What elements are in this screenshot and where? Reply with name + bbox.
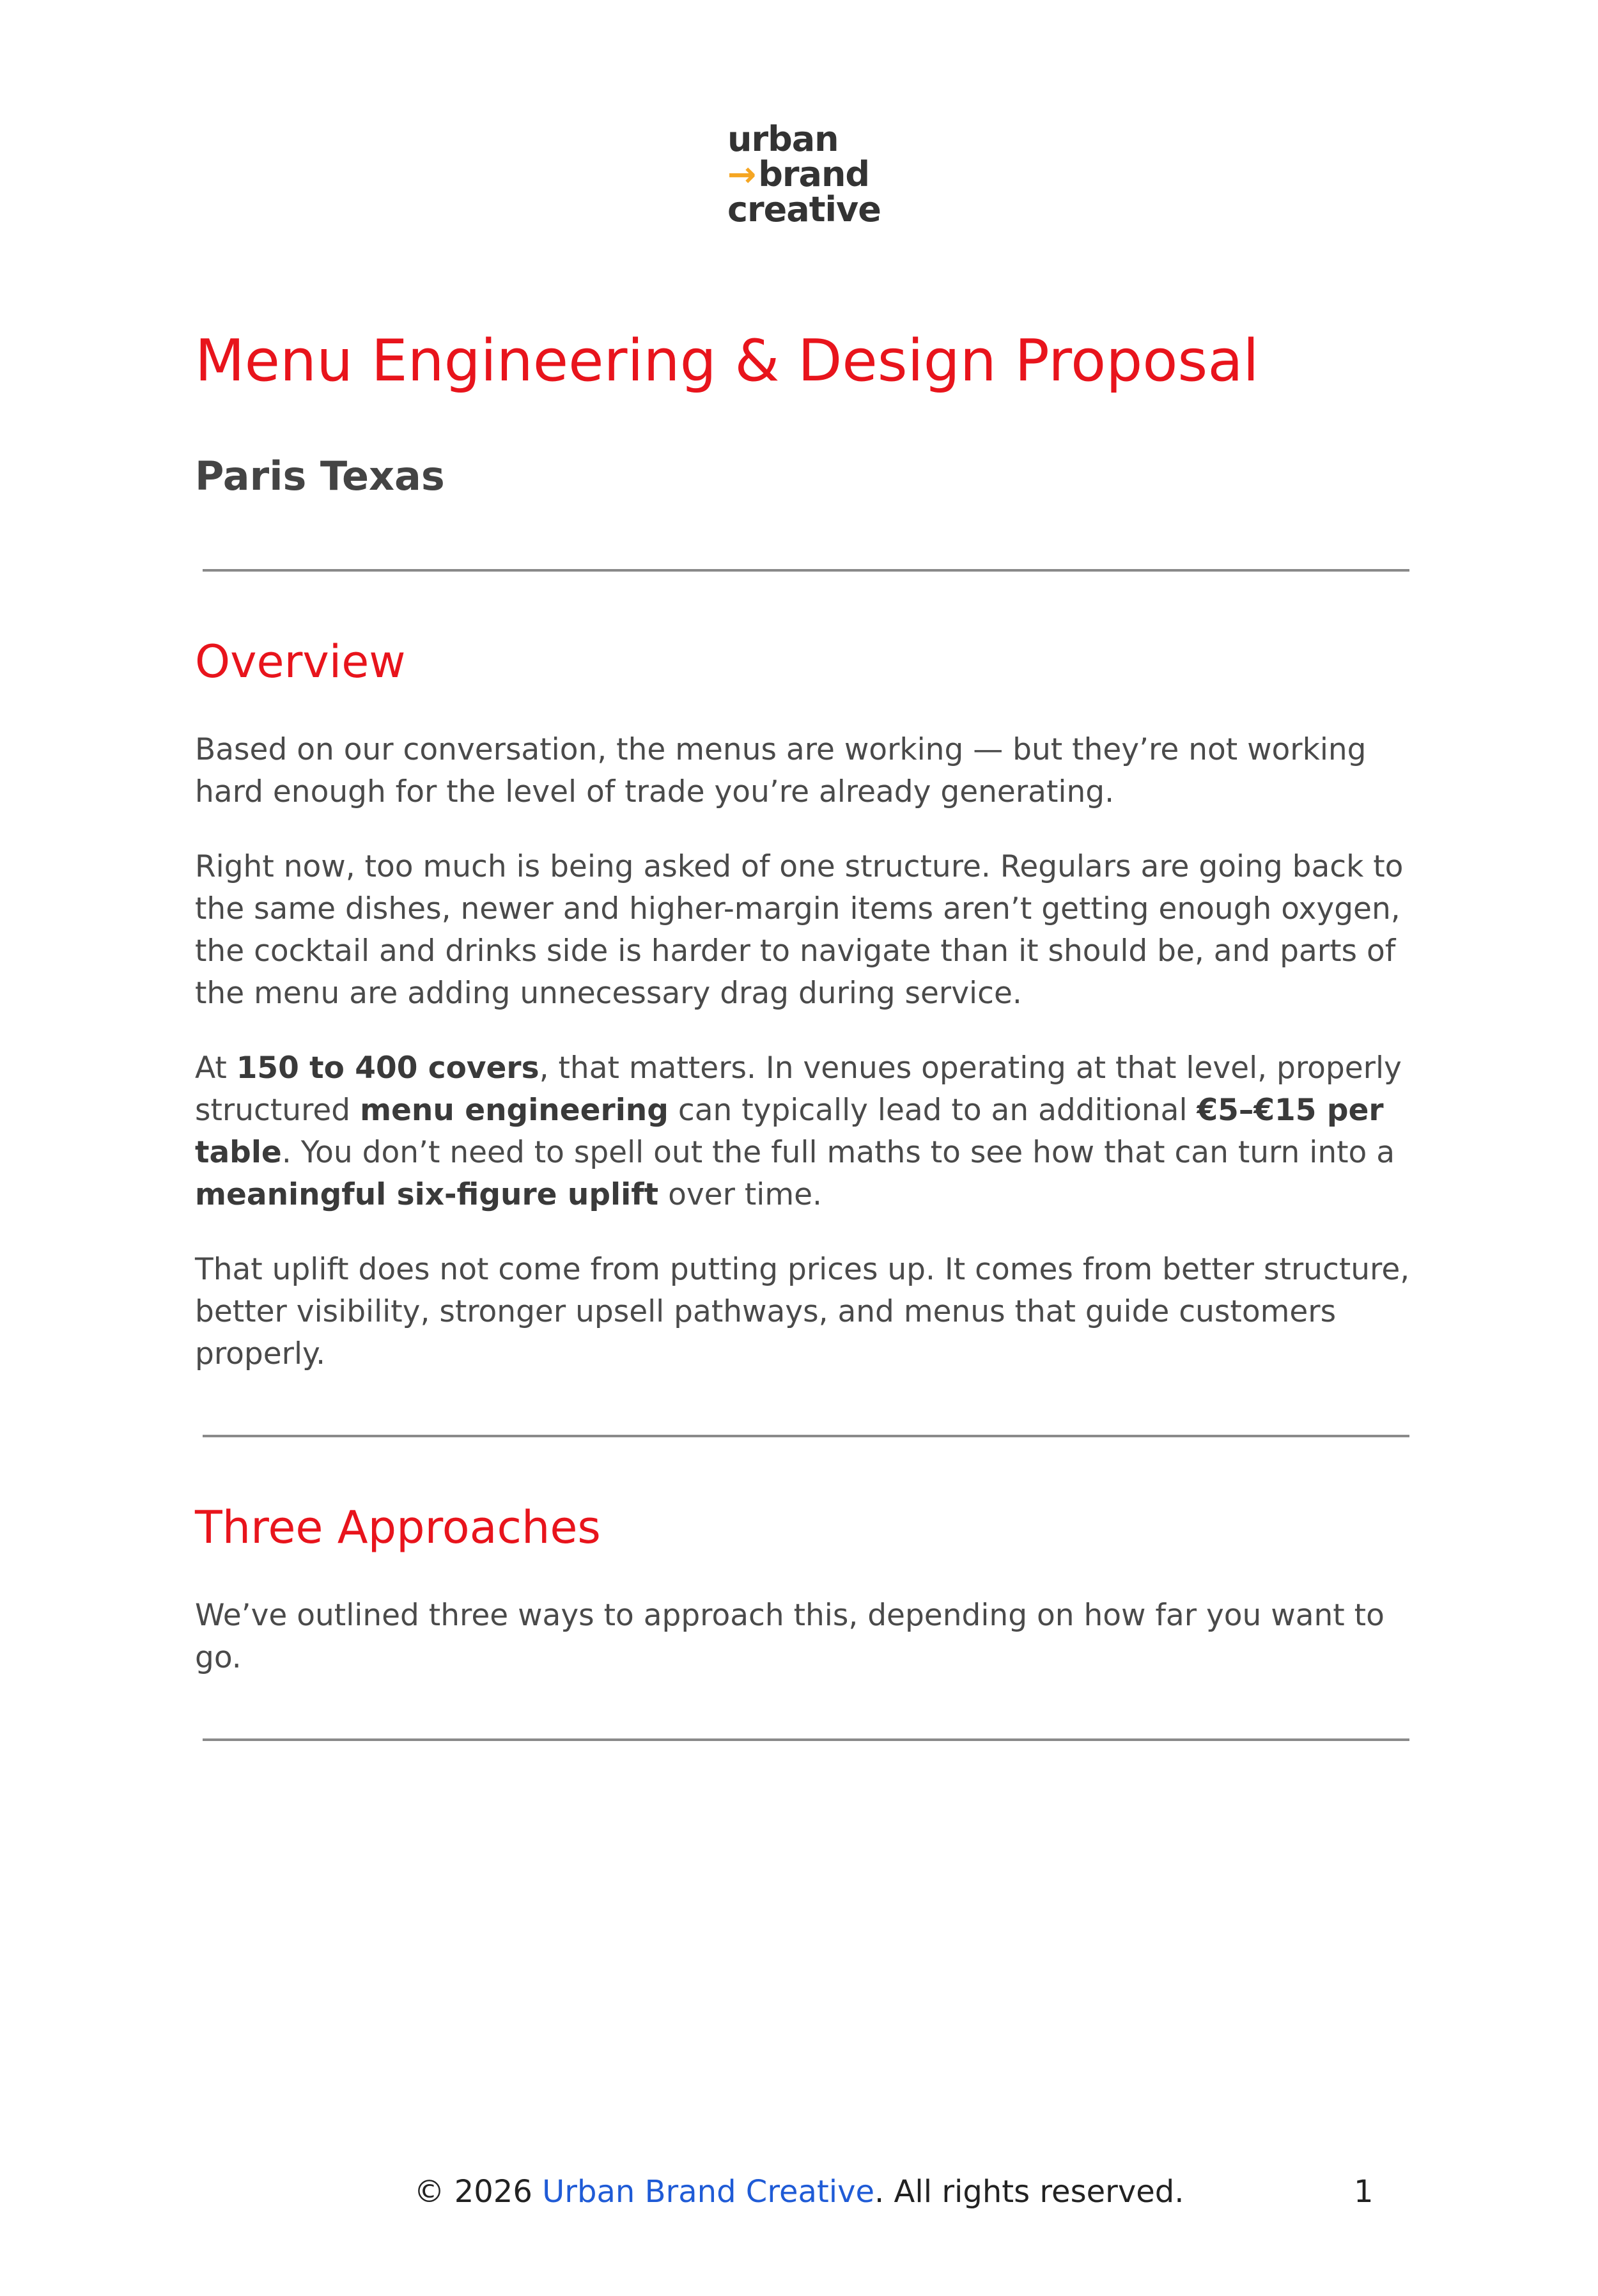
logo-line-creative: creative (727, 189, 881, 230)
arrow-right-icon: → (727, 154, 756, 194)
document-title: Menu Engineering & Design Proposal (195, 327, 1259, 394)
menu-engineering-highlight: menu engineering (360, 1093, 669, 1128)
company-logo (727, 121, 894, 230)
approaches-heading: Three Approaches (195, 1501, 601, 1554)
company-link[interactable]: Urban Brand Creative (542, 2174, 875, 2210)
uplift-highlight: meaningful six-figure uplift (195, 1177, 659, 1212)
footer-copyright: © 2026 Urban Brand Creative. All rights reserved. (414, 2174, 1184, 2210)
overview-paragraph-4: That uplift does not come from putting prices up. It comes from better structure, better visibility, stronger upsell pathways, and menus that guide customers properly. (195, 1252, 1410, 1371)
client-name: Paris Texas (195, 453, 445, 499)
divider (203, 1435, 1409, 1437)
overview-paragraph-1: Based on our conversation, the menus are working — but they’re not working hard enough for the level of trade you’re already generating. (195, 732, 1367, 809)
page-number: 1 (1354, 2174, 1374, 2210)
divider (203, 1738, 1409, 1741)
overview-heading: Overview (195, 636, 406, 688)
overview-paragraph-2: Right now, too much is being asked of one structure. Regulars are going back to the same dishes, newer and higher-margin items aren’t getting enough oxygen, the cocktail and drinks side is harder to navigate than it should be, and parts of the menu are adding unnecessary drag during service. (195, 849, 1404, 1011)
logo-line-urban: urban (727, 119, 839, 159)
approaches-paragraph: We’ve outlined three ways to approach this, depending on how far you want to go. (195, 1598, 1385, 1675)
logo-line-brand: →brand (727, 154, 870, 194)
overview-paragraph-3: At 150 to 400 covers, that matters. In venues operating at that level, properly structured menu engineering can typically lead to an additional €5–€15 per table. You don’t need to spell out the full maths to see how that can turn into a meaningful six-figure uplift over time. (195, 1050, 1402, 1212)
per-table-highlight: €5–€15 per table (195, 1093, 1384, 1170)
divider (203, 569, 1409, 572)
covers-highlight: 150 to 400 covers (236, 1050, 539, 1086)
